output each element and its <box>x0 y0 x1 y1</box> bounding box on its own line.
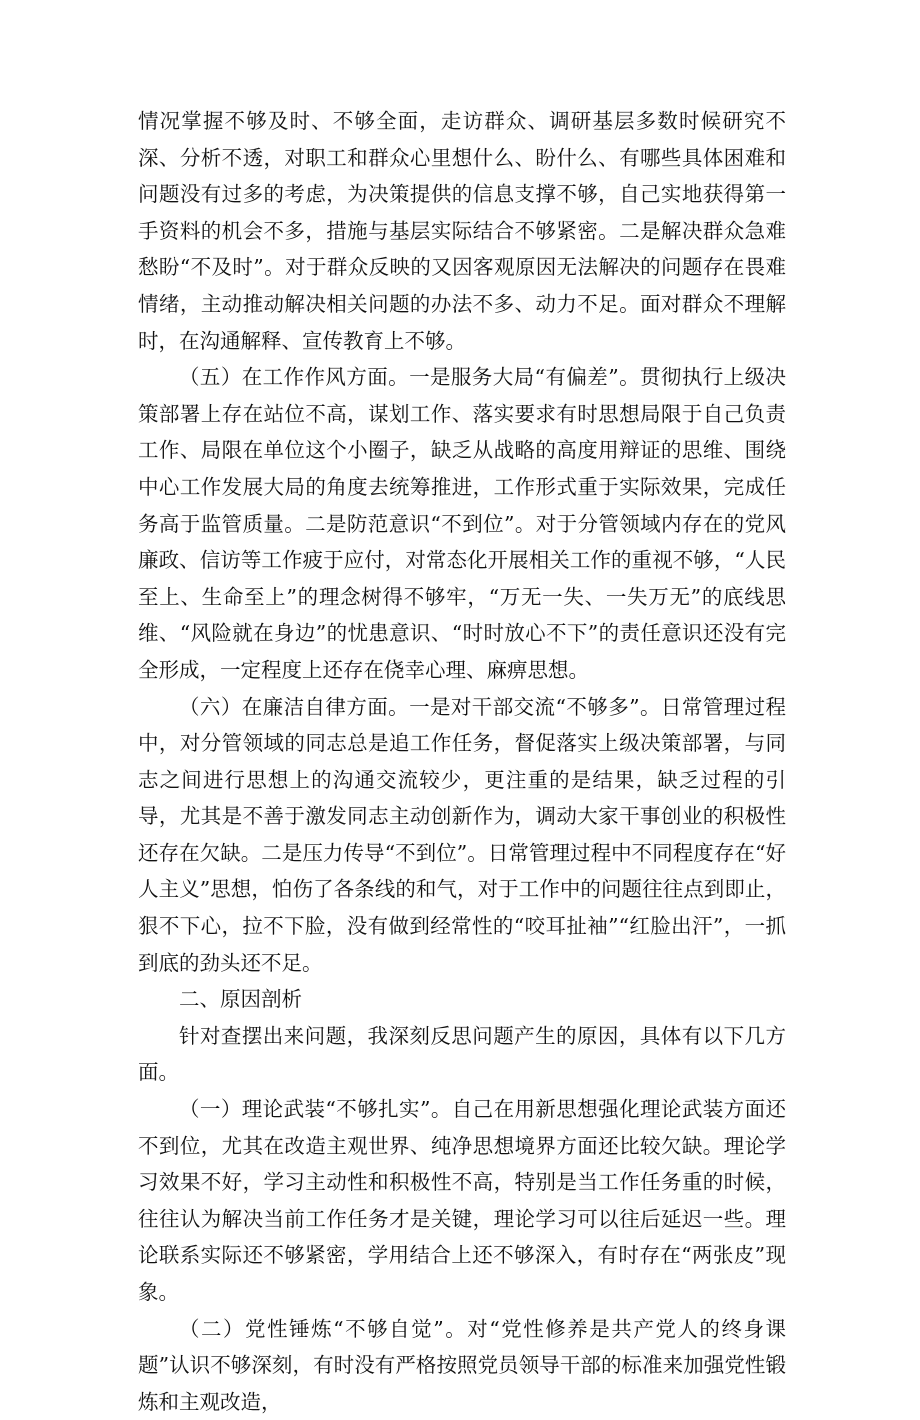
paragraph-theory: （一）理论武装“不够扎实”。自己在用新思想强化理论武装方面还不到位，尤其在改造主观世界、纯净思想境界方面还比较欠缺。理论学习效果不好，学习主动性和积极性不高，特别是当工作任务重的时候，往往认为解决当前工作任务才是关键，理论学习可以往后延迟一些。理论联系实际还不够紧密，学用结合上还不够深入，有时存在“两张皮”现象。 <box>138 1097 786 1304</box>
paragraph-integrity: （六）在廉洁自律方面。一是对干部交流“不够多”。日常管理过程中，对分管领域的同志总是追工作任务，督促落实上级决策部署，与同志之间进行思想上的沟通交流较少，更注重的是结果，缺乏过程的引导，尤其是不善于激发同志主动创新作为，调动大家干事创业的积极性还存在欠缺。二是压力传导“不到位”。日常管理过程中不同程度存在“好人主义”思想，怕伤了各条线的和气，对于工作中的问题往往点到即止，狠不下心，拉不下脸，没有做到经常性的“咬耳扯袖”“红脸出汗”，一抓到底的劲头还不足。 <box>138 694 786 975</box>
document-body <box>138 103 786 1420</box>
paragraph-cause-intro: 针对查摆出来问题，我深刻反思问题产生的原因，具体有以下几方面。 <box>138 1023 786 1085</box>
paragraph-work-style: （五）在工作作风方面。一是服务大局“有偏差”。贯彻执行上级决策部署上存在站位不高，谋划工作、落实要求有时思想局限于自己负责工作、局限在单位这个小圈子，缺乏从战略的高度用辩证的思维、围绕中心工作发展大局的角度去统筹推进，工作形式重于实际效果，完成任务高于监管质量。二是防范意识“不到位”。对于分管领域内存在的党风廉政、信访等工作疲于应付，对常态化开展相关工作的重视不够，“人民至上、生命至上”的理念树得不够牢，“万无一失、一失万无”的底线思维、“风险就在身边”的忧患意识、“时时放心不下”的责任意识还没有完全形成，一定程度上还存在侥幸心理、麻痹思想。 <box>138 365 786 682</box>
paragraph-party-spirit: （二）党性锤炼“不够自觉”。对“党性修养是共产党人的终身课题”认识不够深刻，有时没有严格按照党员领导干部的标准来加强党性锻炼和主观改造， <box>138 1316 786 1414</box>
paragraph-continued: 情况掌握不够及时、不够全面，走访群众、调研基层多数时候研究不深、分析不透，对职工和群众心里想什么、盼什么、有哪些具体困难和问题没有过多的考虑，为决策提供的信息支撑不够，自己实地获得第一手资料的机会不多，措施与基层实际结合不够紧密。二是解决群众急难愁盼“不及时”。对于群众反映的又因客观原因无法解决的问题存在畏难情绪，主动推动解决相关问题的办法不多、动力不足。面对群众不理解时，在沟通解释、宣传教育上不够。 <box>138 109 786 353</box>
section-heading-cause-analysis: 二、原因剖析 <box>179 987 302 1012</box>
